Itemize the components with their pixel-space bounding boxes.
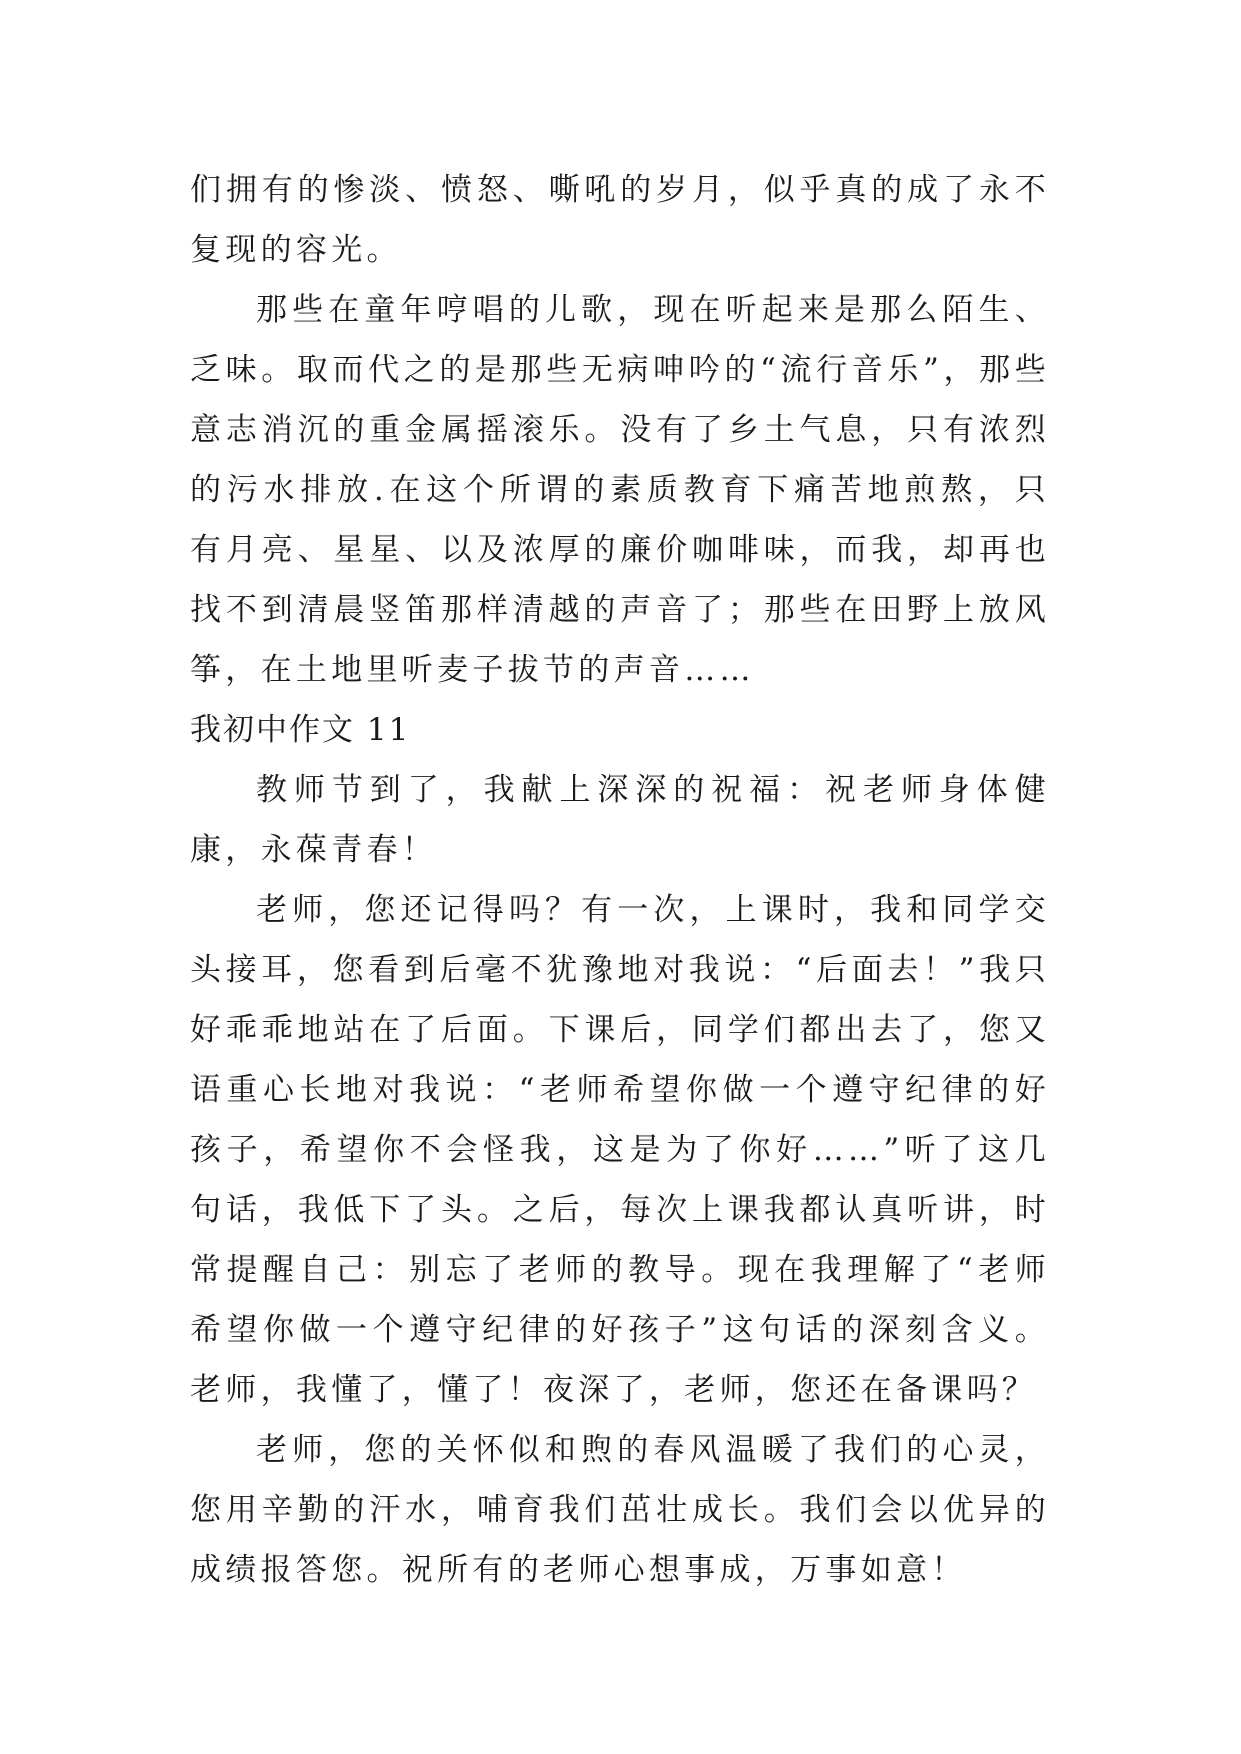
paragraph-closing: 老师，您的关怀似和煦的春风温暖了我们的心灵，您用辛勤的汗水，哺育我们茁壮成长。我们会以优异的成绩报答您。祝所有的老师心想事成，万事如意！	[190, 1432, 1050, 1588]
paragraph-childhood-songs: 那些在童年哼唱的儿歌，现在听起来是那么陌生、乏味。取而代之的是那些无病呻吟的“流行音乐”，那些意志消沉的重金属摇滚乐。没有了乡土气息，只有浓烈的污水排放.在这个所谓的素质教育下痛苦地煎熬，只有月亮、星星、以及浓厚的廉价咖啡味，而我，却再也找不到清晨竖笛那样清越的声音了；那些在田野上放风筝，在土地里听麦子拔节的声音……	[190, 292, 1050, 688]
section-title: 我初中作文 11	[190, 712, 411, 748]
paragraph-memory: 老师，您还记得吗？有一次，上课时，我和同学交头接耳，您看到后毫不犹豫地对我说：“后面去！”我只好乖乖地站在了后面。下课后，同学们都出去了，您又语重心长地对我说：“老师希望你做一个遵守纪律的好孩子，希望你不会怪我，这是为了你好……”听了这几句话，我低下了头。之后，每次上课我都认真听讲，时常提醒自己：别忘了老师的教导。现在我理解了“老师希望你做一个遵守纪律的好孩子”这句话的深刻含义。老师，我懂了，懂了！夜深了，老师，您还在备课吗？	[190, 892, 1050, 1408]
paragraph-continuation: 们拥有的惨淡、愤怒、嘶吼的岁月，似乎真的成了永不复现的容光。	[190, 172, 1050, 268]
paragraph-teachers-day: 教师节到了，我献上深深的祝福：祝老师身体健康，永葆青春！	[190, 772, 1050, 868]
document-body	[190, 160, 1050, 1600]
